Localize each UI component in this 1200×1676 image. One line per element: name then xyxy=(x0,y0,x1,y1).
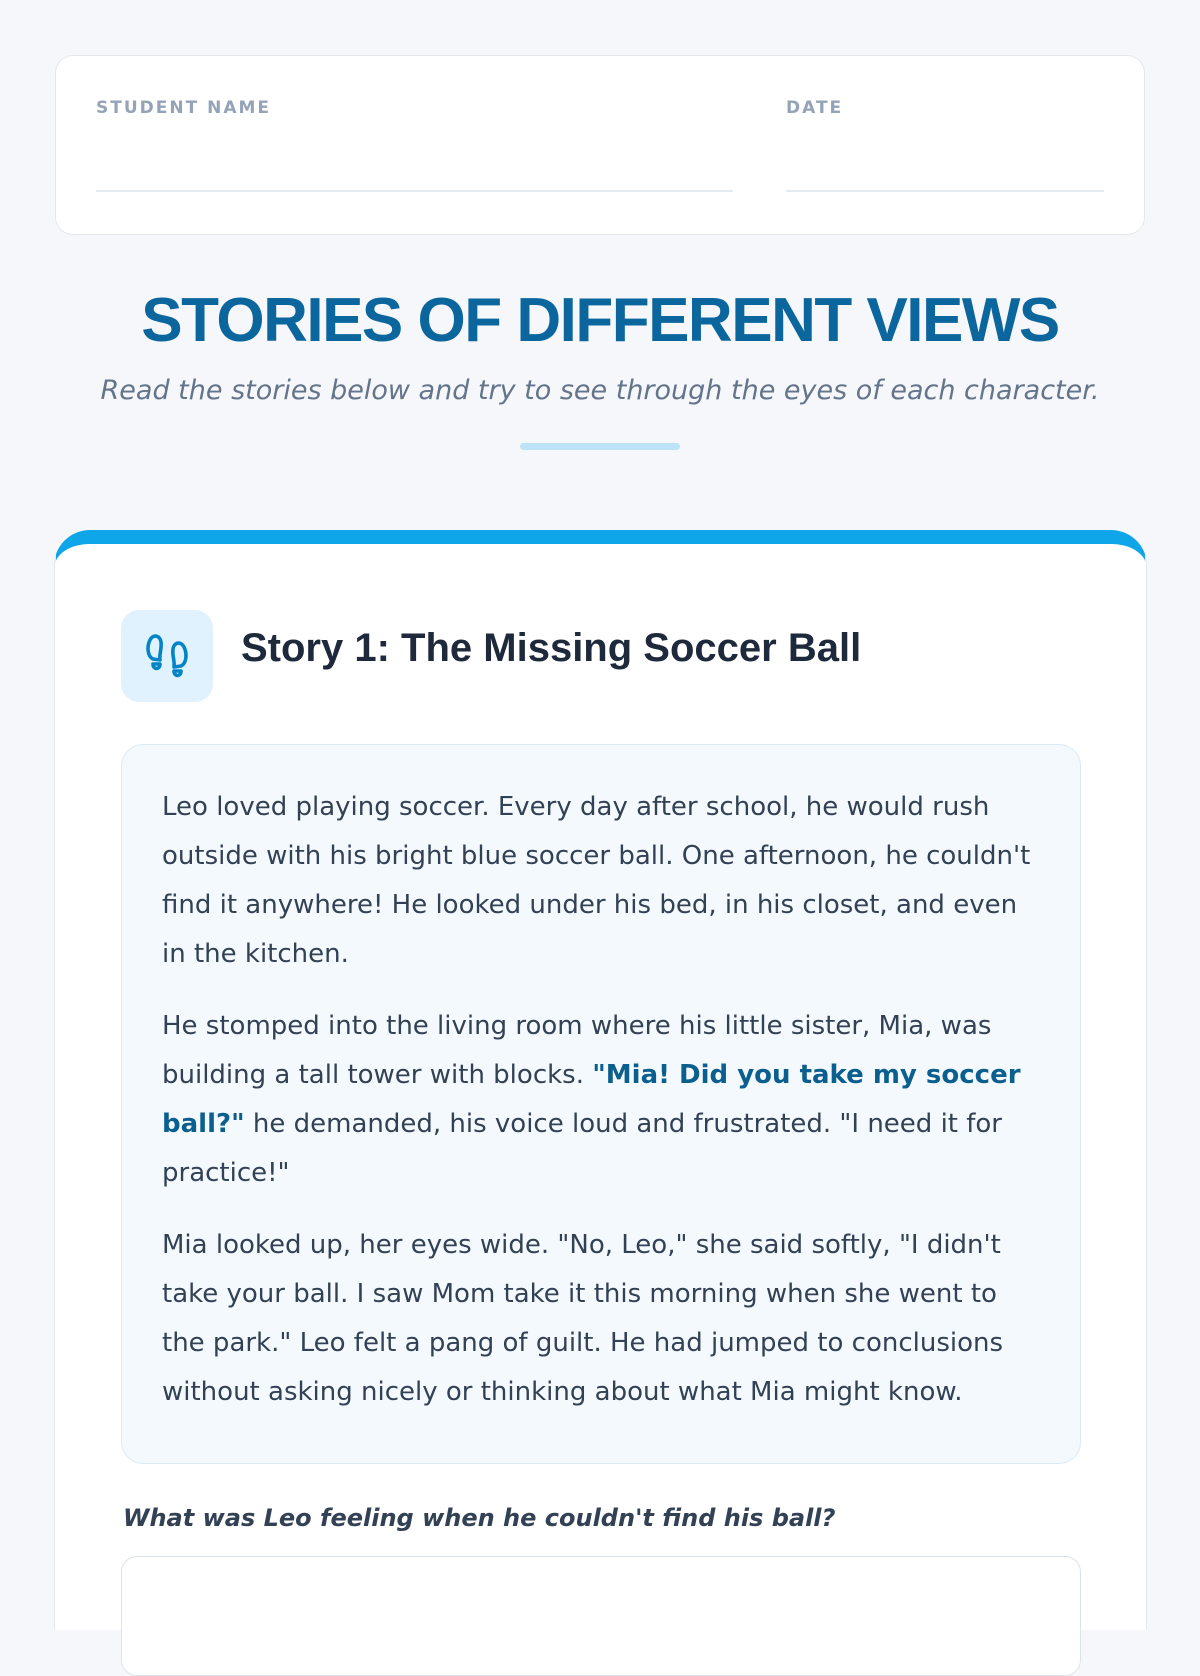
story-title: Story 1: The Missing Soccer Ball xyxy=(241,626,862,670)
date-line[interactable] xyxy=(786,190,1104,192)
student-info-card xyxy=(55,55,1145,235)
student-name-field[interactable] xyxy=(96,98,733,118)
story-text-box xyxy=(121,744,1081,1464)
story-text: he demanded, his voice loud and frustrated. "I need it for practice!" xyxy=(162,1109,1002,1188)
story-card-1 xyxy=(54,530,1147,1630)
title-divider xyxy=(520,443,680,450)
footprints-icon xyxy=(121,610,213,702)
answer-input[interactable] xyxy=(121,1556,1081,1676)
page-subtitle: Read the stories below and try to see through the eyes of each character. xyxy=(100,375,1100,406)
story-paragraph: Mia looked up, her eyes wide. "No, Leo," she said softly, "I didn't take your ball. I saw Mom take it this morning when she went to the park." Leo felt a pang of guilt. He had jumped to conclusions without asking nicely or thinking about what Mia might know. xyxy=(162,1230,1004,1407)
dialogue-quote: "Mia! Did you take my soccer ball?" xyxy=(162,1060,1021,1139)
question-prompt: What was Leo feeling when he couldn't find his ball? xyxy=(123,1504,836,1532)
story-paragraph xyxy=(162,1002,1040,1198)
student-name-line[interactable] xyxy=(96,190,733,192)
student-name-label: STUDENT NAME xyxy=(96,98,272,118)
story-paragraph: Leo loved playing soccer. Every day after school, he would rush outside with his bright blue soccer ball. One afternoon, he couldn't find it anywhere! He looked under his bed, in his closet, and even in the kitchen. xyxy=(162,792,1031,969)
date-label: DATE xyxy=(786,98,844,118)
page-title: STORIES OF DIFFERENT VIEWS xyxy=(141,286,1059,355)
date-field[interactable] xyxy=(786,98,1104,118)
story-text: He stomped into the living room where his little sister, Mia, was building a tall tower with blocks. xyxy=(162,1011,992,1090)
